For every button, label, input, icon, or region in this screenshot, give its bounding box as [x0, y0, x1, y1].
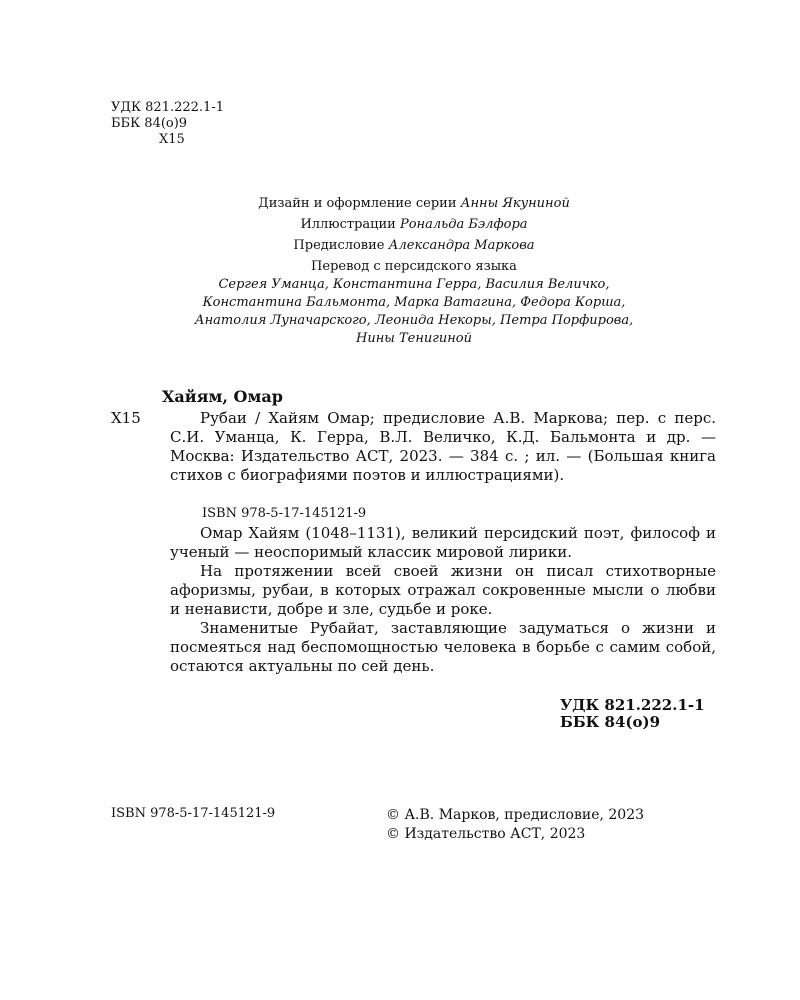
catalog-code: Х15	[111, 409, 141, 427]
illustrations-credit	[0, 214, 800, 235]
preface-credit	[0, 235, 800, 256]
translator-line: Анатолия Луначарского, Леонида Некоры, Петра Порфирова,	[194, 313, 634, 328]
illustrations-name: Рональда Бэлфора	[399, 217, 528, 232]
translation-label: Перевод с персидского языка	[311, 259, 517, 274]
catalog-description	[170, 409, 716, 485]
annotation-paragraph: На протяжении всей своей жизни он писал стихотворные афоризмы, рубаи, в которых отражал сокровенные мысли о любви и ненависти, добре и зле, судьбе и роке.	[170, 562, 716, 618]
udk-code: УДК 821.222.1-1	[111, 100, 224, 115]
translator-line: Нины Тенигиной	[356, 331, 472, 346]
copyright-line: © Издательство АСТ, 2023	[386, 826, 586, 842]
classification-block	[111, 100, 224, 148]
annotation-paragraph: Знаменитые Рубайат, заставляющие задуматься о жизни и посмеяться над беспомощностью человека в борьбе с самим собой, остаются актуальны по сей день.	[170, 619, 716, 675]
design-name: Анны Якуниной	[460, 196, 570, 211]
annotation	[170, 524, 716, 676]
illustrations-label: Иллюстрации	[300, 217, 396, 232]
footer-isbn: ISBN 978-5-17-145121-9	[111, 806, 276, 821]
preface-name: Александра Маркова	[388, 238, 535, 253]
catalog-udk: УДК 821.222.1-1	[560, 696, 705, 714]
copyright-block	[386, 806, 644, 844]
credits-block	[0, 193, 800, 256]
author-mark: Х15	[159, 132, 185, 147]
copyright-line: © А.В. Марков, предисловие, 2023	[386, 807, 645, 823]
annotation-paragraph: Омар Хайям (1048–1131), великий персидский поэт, философ и ученый — неоспоримый классик мировой лирики.	[170, 524, 716, 561]
translation-credit	[0, 258, 800, 348]
design-credit	[0, 193, 800, 214]
translator-line: Сергея Уманца, Константина Герра, Василия Величко,	[218, 277, 610, 292]
translator-line: Константина Бальмонта, Марка Ватагина, Федора Корша,	[202, 295, 626, 310]
bibliographic-record: Рубаи / Хайям Омар; предисловие А.В. Маркова; пер. с перс. С.И. Уманца, К. Герра, В.Л. Величко, К.Д. Бальмонта и др. — Москва: Издательство АСТ, 2023. — 384 с. ; ил. — (Большая книга стихов с биографиями поэтов и иллюстрациями).	[170, 409, 716, 484]
catalog-isbn: ISBN 978-5-17-145121-9	[202, 506, 367, 521]
catalog-index-block	[560, 697, 705, 731]
catalog-author: Хайям, Омар	[162, 387, 283, 406]
design-label: Дизайн и оформление серии	[258, 196, 457, 211]
bbk-code: ББК 84(о)9	[111, 116, 188, 131]
catalog-bbk: ББК 84(о)9	[560, 713, 661, 731]
preface-label: Предисловие	[293, 238, 385, 253]
